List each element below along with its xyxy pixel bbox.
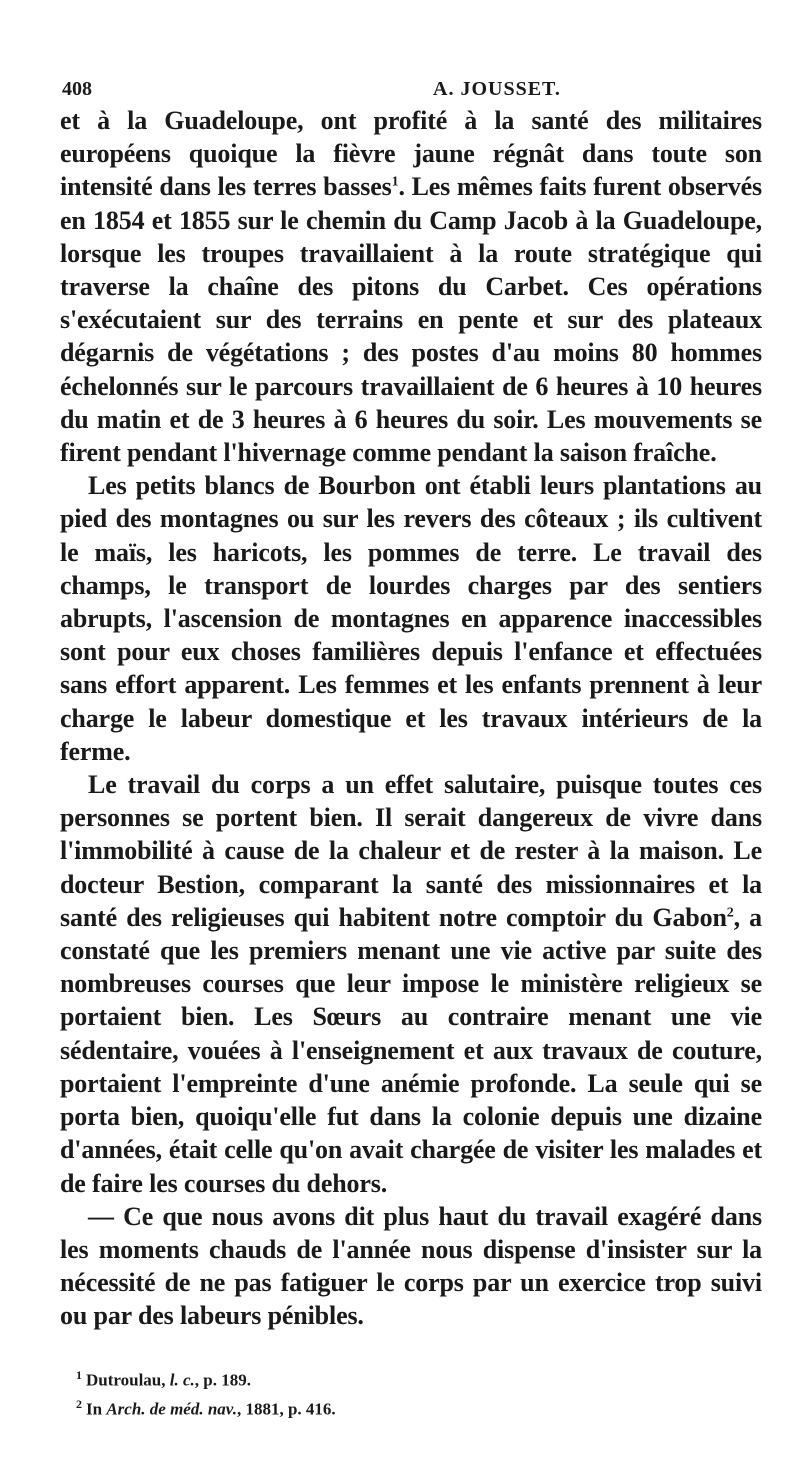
- footnote-ref-1: 1: [391, 174, 399, 190]
- page-number: 408: [62, 78, 92, 100]
- paragraph-2: Les petits blancs de Bourbon ont établi leurs plantations au pied des montagnes ou sur les revers des côteaux ; ils cultivent le maïs, les haricots, les pommes de terre. Le travail des champs, le transport de lourdes charges par des sentiers abrupts, l'ascension de montagnes en apparence inaccessibles sont pour eux choses familières depuis l'enfance et effectuées sans effort apparent. Les femmes et les enfants prennent à leur charge le labeur domestique et les travaux intérieurs de la ferme.: [60, 471, 762, 766]
- body-text: [60, 104, 762, 1333]
- paragraph-3: Le travail du corps a un effet salutaire, puisque toutes ces personnes se portent bien. Il serait dangereux de vivre dans l'immobilité à cause de la chaleur et de rester à la maison. Le docteur Bestion, comparant la santé des missionnaires et la santé des religieuses qui habitent notre comptoir du Gabon$^2$, a constaté que les premiers menant une vie active par suite des nombreuses courses que leur impose le ministère religieux se portaient bien. Les Sœurs au contraire menant une vie sédentaire, vouées à l'enseignement et aux travaux de couture, portaient l'empreinte d'une anémie profonde. La seule qui se porta bien, quoiqu'elle fut dans la colonie depuis une dizaine d'années, était celle qu'on avait chargée de visiter les malades et de faire les courses du dehors.: [60, 770, 762, 1198]
- paragraph-4: — Ce que nous avons dit plus haut du travail exagéré dans les moments chauds de l'année nous dispense d'insister sur la nécessité de ne pas fatiguer le corps par un exercice trop suivi ou par des labeurs pénibles.: [60, 1201, 762, 1331]
- footnotes: [60, 1363, 772, 1422]
- page-header: [60, 64, 772, 104]
- running-head: A. JOUSSET.: [433, 78, 561, 100]
- paragraph-1: et à la Guadeloupe, ont profité à la santé des militaires européens quoique la fièvre jaune régnât dans toute son intensité dans les terres basses$^1$. Les mêmes faits furent observés en 1854 et 1855 sur le chemin du Camp Jacob à la Guadeloupe, lorsque les troupes travaillaient à la route stratégique qui traverse la chaîne des pitons du Carbet. Ces opérations s'exécutaient sur des terrains en pente et sur des plateaux dégarnis de végétations ; des postes d'au moins 80 hommes échelonnés sur le parcours travaillaient de 6 heures à 10 heures du matin et de 3 heures à 6 heures du soir. Les mouvements se firent pendant l'hivernage comme pendant la saison fraîche.: [60, 106, 763, 468]
- footnote-2: $^2$ In Arch. de méd. nav., 1881, p. 416.: [76, 1397, 336, 1419]
- footnote-1: $^1$ Dutroulau, l. c., p. 189.: [76, 1367, 252, 1390]
- footnote-ref-2: 2: [726, 905, 734, 921]
